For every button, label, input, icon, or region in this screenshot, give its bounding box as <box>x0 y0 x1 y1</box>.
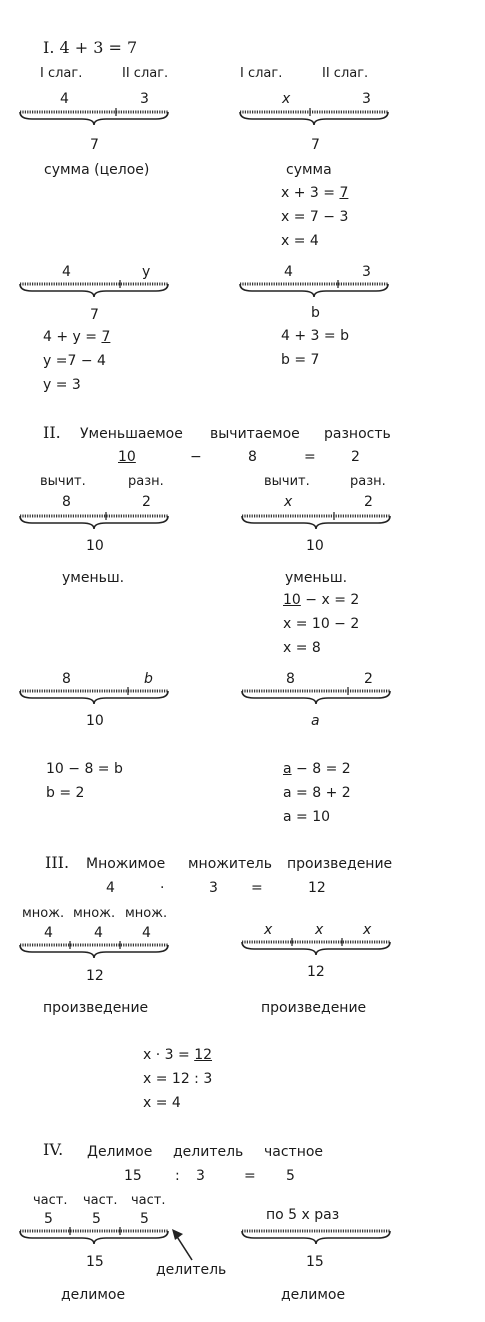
minuend-brace <box>240 512 392 532</box>
equation-line-2: x = 12 : 3 <box>143 1071 213 1087</box>
addend-1-value: 4 <box>62 264 71 280</box>
minuend-value: 10 <box>306 538 324 554</box>
equals-sign: = <box>251 880 263 896</box>
subtrahend-label: вычит. <box>264 474 310 489</box>
equation-line-3: x = 8 <box>283 640 321 656</box>
section-2-numeral: II. <box>43 423 61 442</box>
dividend-value: 15 <box>86 1254 104 1270</box>
difference-label: разн. <box>128 474 164 489</box>
equation-line-1: 10 − x = 2 <box>283 592 360 608</box>
equation-line-2: b = 2 <box>46 785 85 801</box>
equation-line-1: x + 3 = 7 <box>281 185 349 201</box>
operator: : <box>175 1168 180 1184</box>
addend-2-value: 3 <box>362 91 371 107</box>
operator: − <box>190 449 202 465</box>
minuend-caption: уменьш. <box>285 570 348 586</box>
minuend-brace <box>240 687 392 707</box>
quotient-value: 5 <box>140 1211 149 1227</box>
term-divisor: делитель <box>173 1144 244 1160</box>
quotient-value: 5 <box>44 1211 53 1227</box>
equation-line-2: x = 10 − 2 <box>283 616 360 632</box>
subtrahend-value: 8 <box>62 494 71 510</box>
equation-line-1: a − 8 = 2 <box>283 761 351 777</box>
minuend-brace <box>18 687 170 707</box>
sum-value: b <box>311 305 320 321</box>
equation-line-2: y =7 − 4 <box>43 353 106 369</box>
arrow-icon <box>170 1228 196 1262</box>
multiplicand-label: множ. <box>73 906 116 921</box>
subtrahend-value: 8 <box>62 671 71 687</box>
example-number-2: 3 <box>196 1168 205 1184</box>
equation-line-3: y = 3 <box>43 377 81 393</box>
sum-caption: сумма <box>286 162 332 178</box>
unknown-subtrahend: x <box>284 494 293 510</box>
factor-value: 4 <box>94 925 103 941</box>
example-number-3: 5 <box>286 1168 295 1184</box>
sum-brace <box>238 108 390 128</box>
product-caption: произведение <box>261 1000 367 1016</box>
term-minuend: Уменьшаемое <box>80 426 183 442</box>
minuend-caption: уменьш. <box>62 570 125 586</box>
difference-value: 2 <box>364 671 373 687</box>
quotient-label: част. <box>33 1193 68 1208</box>
difference-value: 2 <box>142 494 151 510</box>
addend-2-value: 3 <box>140 91 149 107</box>
sum-brace <box>18 108 170 128</box>
section-1-title: I. 4 + 3 = 7 <box>43 38 138 57</box>
sum-value: 7 <box>90 137 99 153</box>
unknown-minuend: a <box>311 713 320 729</box>
dividend-brace <box>240 1227 392 1247</box>
addend-2-label: II слаг. <box>322 66 369 81</box>
sum-value: 7 <box>311 137 320 153</box>
sum-caption: сумма (целое) <box>44 162 150 178</box>
equation-line-1: 4 + 3 = b <box>281 328 349 344</box>
term-multiplier: множитель <box>188 856 272 872</box>
addend-1-label: I слаг. <box>40 66 83 81</box>
term-subtrahend: вычитаемое <box>210 426 300 442</box>
addend-1-label: I слаг. <box>240 66 283 81</box>
term-quotient: частное <box>264 1144 324 1160</box>
equation-line-1: 4 + y = 7 <box>43 329 111 345</box>
unknown-factor: x <box>315 922 324 938</box>
operator: · <box>160 880 165 896</box>
example-number-3: 2 <box>351 449 360 465</box>
addend-2-label: II слаг. <box>122 66 169 81</box>
dividend-caption: делимое <box>61 1287 126 1303</box>
equals-sign: = <box>304 449 316 465</box>
example-number-2: 8 <box>248 449 257 465</box>
equation-line-1: 10 − 8 = b <box>46 761 123 777</box>
section-3-numeral: III. <box>45 853 70 872</box>
dividend-brace <box>18 1227 170 1247</box>
term-difference: разность <box>324 426 391 442</box>
equation-line-2: x = 7 − 3 <box>281 209 349 225</box>
equation-line-1: x · 3 = 12 <box>143 1047 213 1063</box>
difference-label: разн. <box>350 474 386 489</box>
example-number-1: 15 <box>124 1168 142 1184</box>
term-dividend: Делимое <box>87 1144 153 1160</box>
equation-line-3: x = 4 <box>143 1095 181 1111</box>
minuend-brace <box>18 512 170 532</box>
addend-1-value: 4 <box>284 264 293 280</box>
product-brace <box>18 941 170 961</box>
sum-brace <box>18 280 170 300</box>
equation-line-2: b = 7 <box>281 352 320 368</box>
subtrahend-value: 8 <box>286 671 295 687</box>
multiplicand-label: множ. <box>125 906 168 921</box>
quotient-label: част. <box>83 1193 118 1208</box>
multiplicand-label: множ. <box>22 906 65 921</box>
minuend-value: 10 <box>86 713 104 729</box>
quotient-label: част. <box>131 1193 166 1208</box>
product-brace <box>240 938 392 958</box>
equals-sign: = <box>244 1168 256 1184</box>
example-number-1: 10 <box>118 449 136 465</box>
factor-value: 4 <box>142 925 151 941</box>
unknown-addend: y <box>142 264 151 280</box>
product-caption: произведение <box>43 1000 149 1016</box>
subtrahend-label: вычит. <box>40 474 86 489</box>
product-value: 12 <box>307 964 325 980</box>
unknown-addend: x <box>282 91 291 107</box>
minuend-value: 10 <box>86 538 104 554</box>
sum-value: 7 <box>90 307 99 323</box>
dividend-caption: делимое <box>281 1287 346 1303</box>
unknown-difference: b <box>144 671 153 687</box>
addend-2-value: 3 <box>362 264 371 280</box>
equation-line-3: x = 4 <box>281 233 319 249</box>
sum-brace <box>238 280 390 300</box>
example-number-3: 12 <box>308 880 326 896</box>
dividend-value: 15 <box>306 1254 324 1270</box>
term-product: произведение <box>287 856 393 872</box>
repeat-note: по 5 x раз <box>266 1207 340 1223</box>
unknown-factor: x <box>264 922 273 938</box>
addend-1-value: 4 <box>60 91 69 107</box>
example-number-2: 3 <box>209 880 218 896</box>
term-multiplicand: Множимое <box>86 856 166 872</box>
factor-value: 4 <box>44 925 53 941</box>
unknown-factor: x <box>363 922 372 938</box>
equation-line-2: a = 8 + 2 <box>283 785 351 801</box>
equation-line-3: a = 10 <box>283 809 331 825</box>
section-4-numeral: IV. <box>43 1140 64 1159</box>
divisor-pointer-label: делитель <box>156 1262 227 1278</box>
quotient-value: 5 <box>92 1211 101 1227</box>
product-value: 12 <box>86 968 104 984</box>
difference-value: 2 <box>364 494 373 510</box>
example-number-1: 4 <box>106 880 115 896</box>
